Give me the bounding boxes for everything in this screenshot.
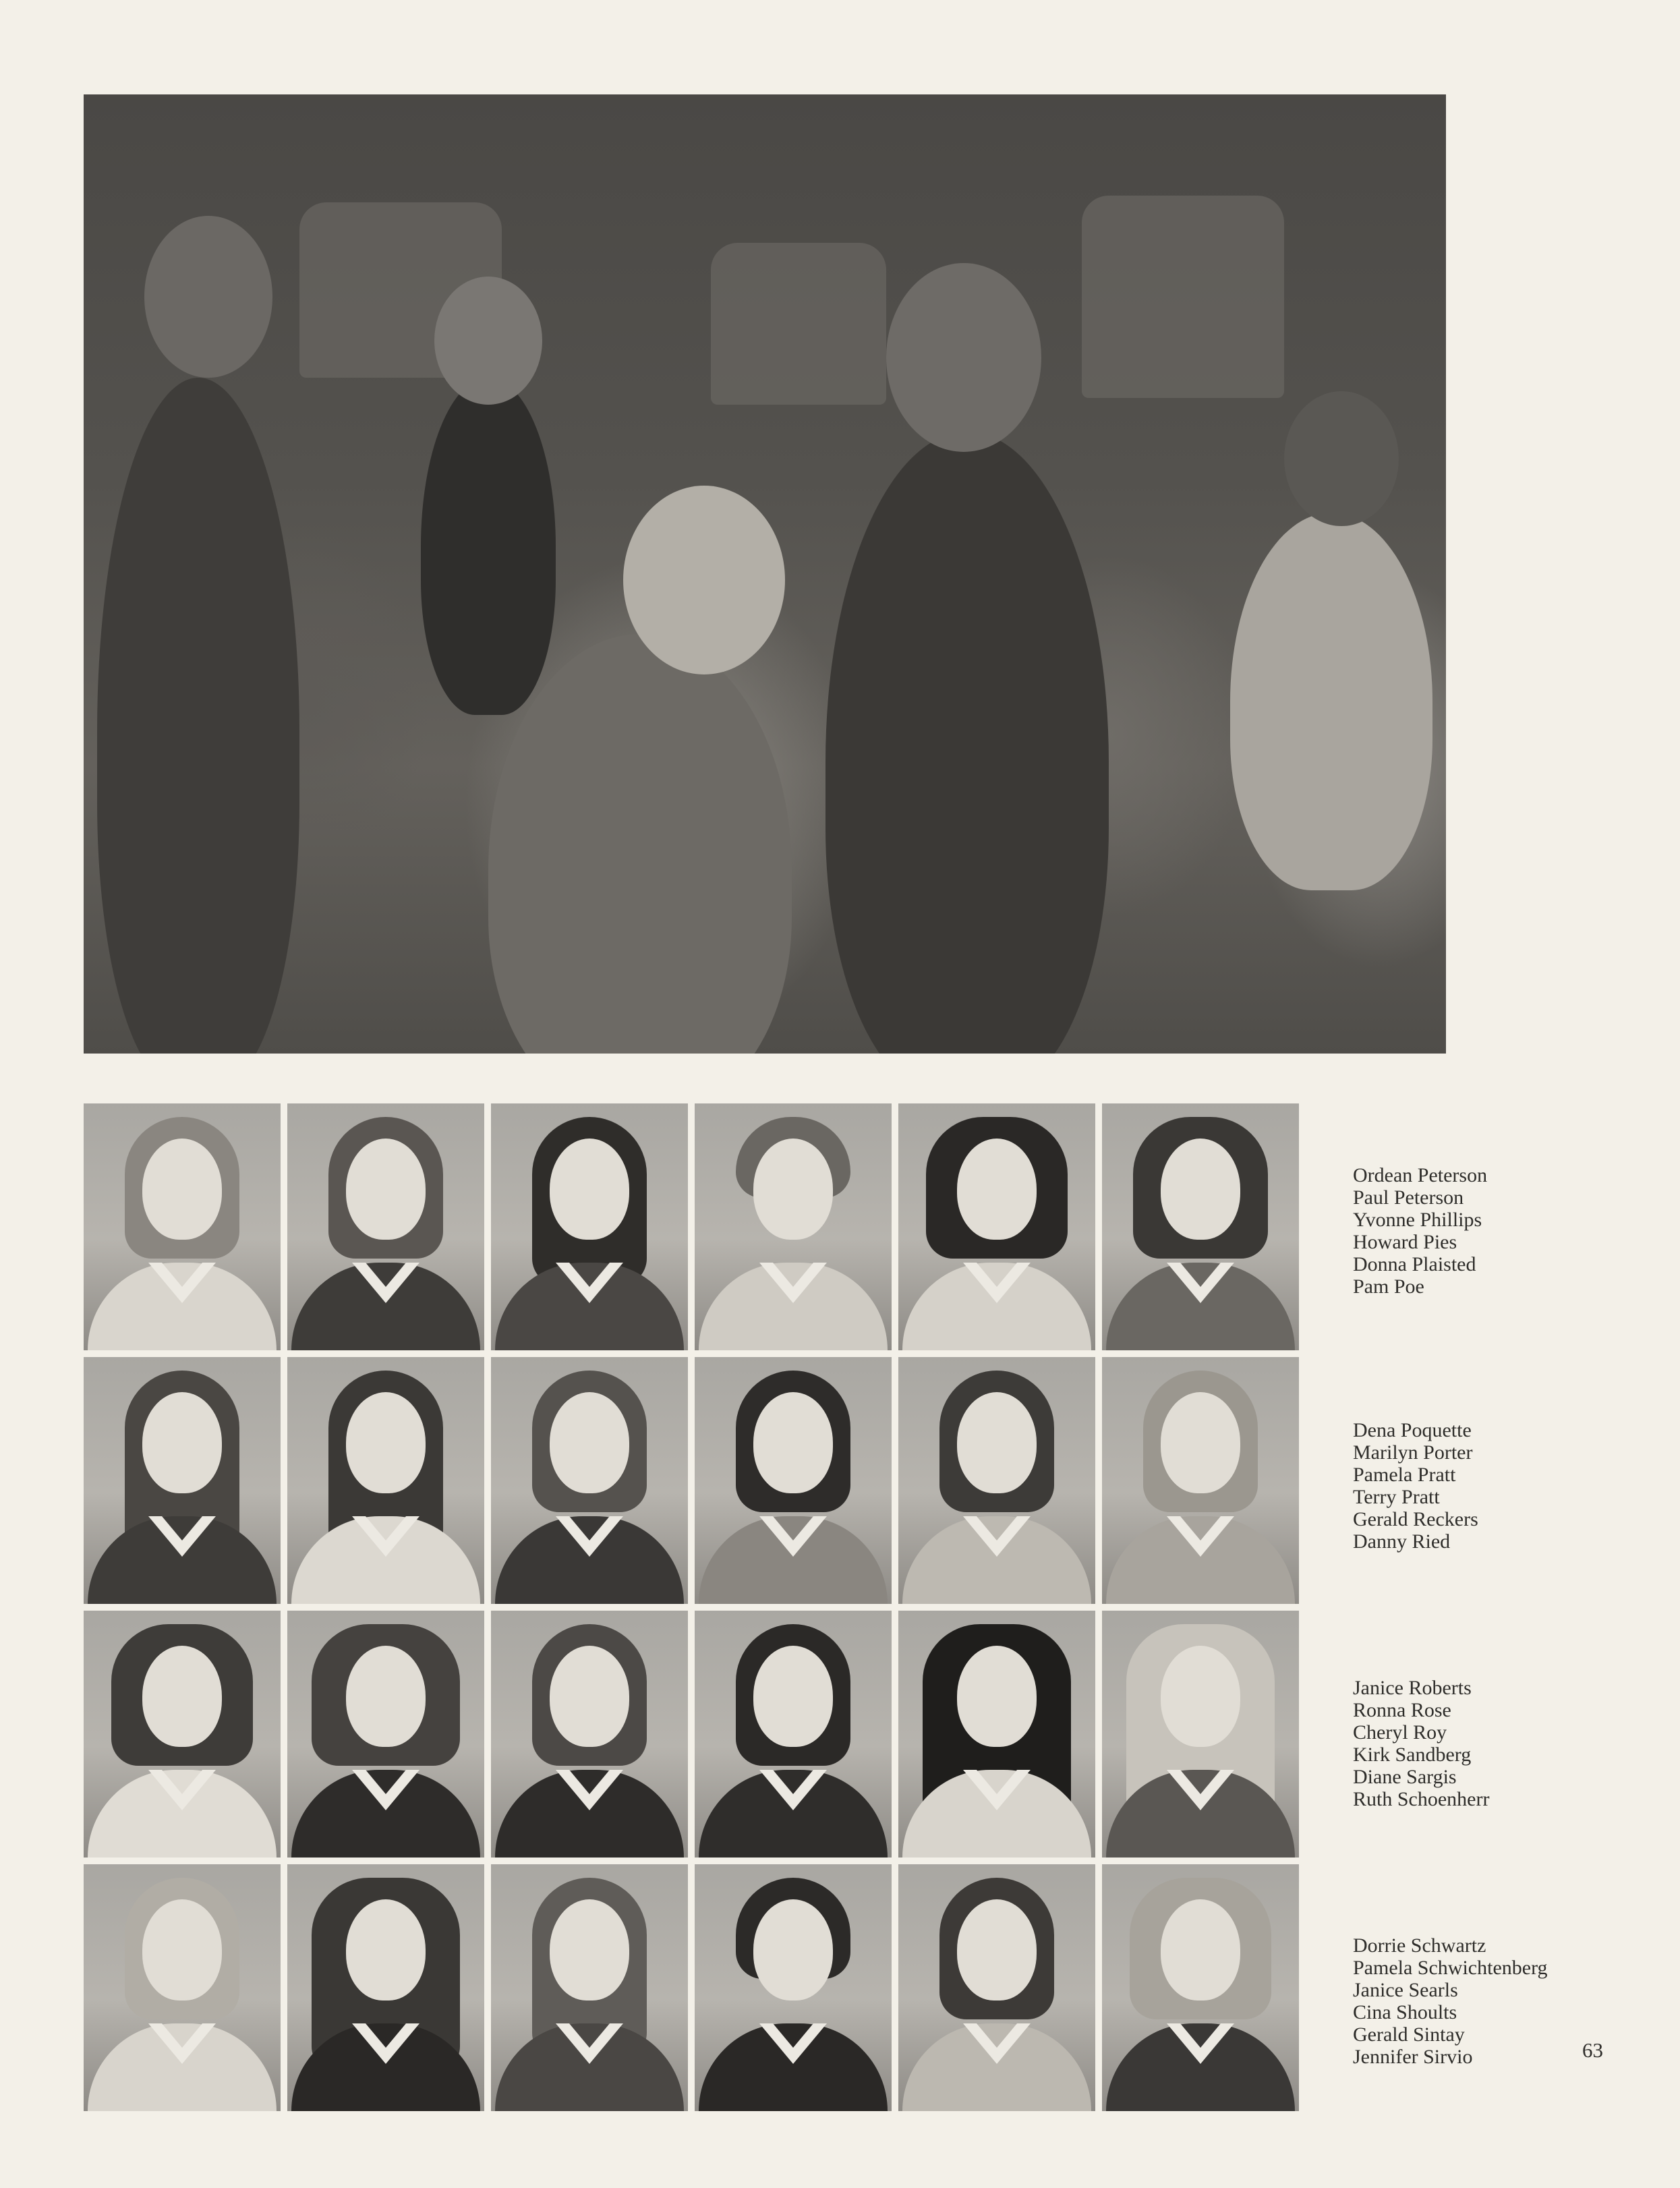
student-portrait [1102,1864,1299,2111]
singer-center-head [623,486,785,674]
student-portrait [695,1864,892,2111]
student-name: Ruth Schoenherr [1353,1788,1490,1810]
name-list-row-1 [1353,1164,1636,1298]
portrait-row [84,1611,1300,1858]
auditorium-seat [1082,196,1284,398]
page-number: 63 [1582,2038,1603,2062]
student-name: Pamela Pratt [1353,1464,1456,1486]
student-portrait [84,1611,281,1858]
singer-left [97,378,299,1054]
student-name: Howard Pies [1353,1231,1457,1253]
student-name: Janice Searls [1353,1979,1458,2001]
student-portrait [898,1864,1095,2111]
student-portrait [84,1864,281,2111]
student-name: Gerald Reckers [1353,1508,1478,1530]
student-name: Pamela Schwichtenberg [1353,1957,1548,1979]
student-name: Yvonne Phillips [1353,1209,1482,1231]
student-portrait [287,1357,484,1604]
student-name: Ronna Rose [1353,1699,1451,1721]
student-portrait [287,1103,484,1350]
student-portrait [84,1357,281,1604]
singer-right [825,432,1109,1054]
singer-right-head [886,263,1041,452]
student-portrait [695,1357,892,1604]
student-portrait [695,1611,892,1858]
student-name: Marilyn Porter [1353,1441,1473,1464]
student-portrait [491,1357,688,1604]
student-name: Cina Shoults [1353,2001,1457,2023]
singer-left-head [144,216,272,378]
singer-center [488,634,792,1054]
portrait-grid [84,1103,1300,2112]
student-portrait [898,1103,1095,1350]
student-portrait [491,1864,688,2111]
student-name: Dena Poquette [1353,1419,1472,1441]
student-name: Diane Sargis [1353,1766,1457,1788]
student-portrait [491,1103,688,1350]
student-name: Pam Poe [1353,1275,1424,1298]
student-name: Paul Peterson [1353,1186,1464,1209]
name-list-row-3 [1353,1677,1636,1810]
audience-member [1230,513,1432,890]
student-portrait [287,1611,484,1858]
student-portrait [84,1103,281,1350]
student-name: Danny Ried [1353,1530,1451,1553]
audience-member-head [1284,391,1399,526]
name-list-row-2 [1353,1419,1636,1553]
student-portrait [898,1357,1095,1604]
candid-performance-photo [84,94,1446,1054]
student-name: Ordean Peterson [1353,1164,1488,1186]
student-name: Donna Plaisted [1353,1253,1476,1275]
student-portrait [491,1611,688,1858]
portrait-row [84,1103,1300,1350]
student-portrait [1102,1103,1299,1350]
student-name: Kirk Sandberg [1353,1744,1472,1766]
student-name: Jennifer Sirvio [1353,2046,1473,2068]
audience-member [421,378,556,715]
student-name: Gerald Sintay [1353,2023,1465,2046]
auditorium-seat [711,243,886,405]
student-name: Janice Roberts [1353,1677,1472,1699]
student-portrait [1102,1357,1299,1604]
student-portrait [695,1103,892,1350]
audience-member-head [434,277,542,405]
student-portrait [1102,1611,1299,1858]
portrait-row [84,1357,1300,1604]
student-portrait [287,1864,484,2111]
student-name: Terry Pratt [1353,1486,1440,1508]
student-name: Cheryl Roy [1353,1721,1447,1744]
student-name: Dorrie Schwartz [1353,1934,1486,1957]
student-portrait [898,1611,1095,1858]
portrait-row [84,1864,1300,2111]
